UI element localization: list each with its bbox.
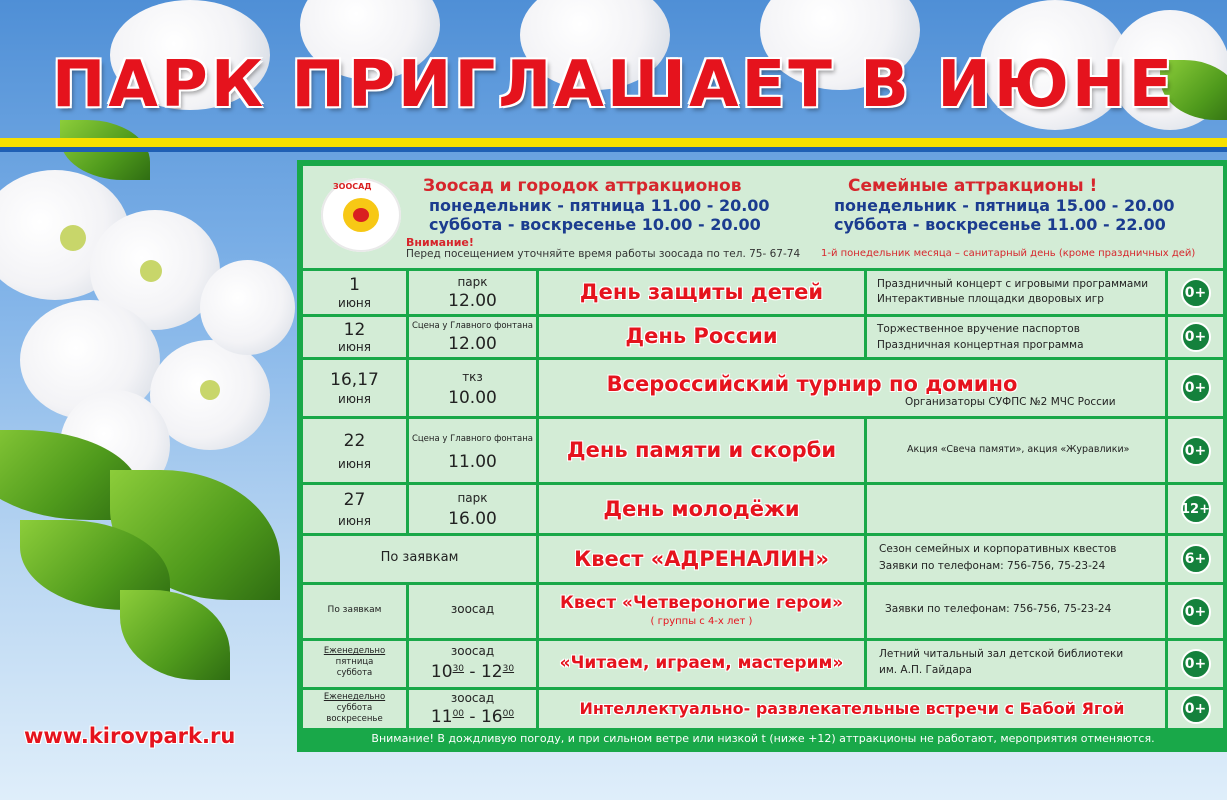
event-month: июня <box>338 340 371 354</box>
event-time: 16.00 <box>448 509 497 529</box>
event-time: 12.00 <box>448 334 497 354</box>
table-row <box>303 360 1223 416</box>
event-description: Сезон семейных и корпоративных квестов <box>879 543 1117 555</box>
logo-text: ЗООСАД <box>333 182 372 191</box>
event-time: 10.00 <box>448 388 497 408</box>
schedule-panel <box>297 160 1227 752</box>
age-rating-badge: 0+ <box>1181 597 1211 627</box>
event-title: День защиты детей <box>579 280 824 304</box>
frequency-label: Еженедельно <box>323 646 386 656</box>
event-place: зоосад <box>450 644 495 658</box>
event-title: День России <box>625 324 778 348</box>
event-title: Квест «АДРЕНАЛИН» <box>574 547 829 571</box>
table-row <box>303 317 1223 357</box>
event-place: Сцена у Главного фонтана <box>411 321 534 331</box>
zoo-weekday-hours: понедельник - пятница 11.00 - 20.00 <box>429 196 770 215</box>
event-month: июня <box>338 514 371 528</box>
event-time: 11.00 <box>448 452 497 472</box>
event-title: «Читаем, играем, мастерим» <box>559 653 844 673</box>
event-description: Заявки по телефонам: 756-756, 75-23-24 <box>879 560 1106 572</box>
event-days: суббота <box>336 703 373 713</box>
age-rating-badge: 0+ <box>1181 649 1211 679</box>
event-title: Интеллектуально- развлекательные встречи с Бабой Ягой <box>579 699 1125 718</box>
age-rating-badge: 0+ <box>1181 694 1211 724</box>
family-title: Семейные аттракционы ! <box>848 176 1098 196</box>
event-place: парк <box>457 491 488 505</box>
sanitary-day-note: 1-й понедельник месяца – санитарный день (кроме праздничных дей) <box>821 248 1196 259</box>
table-row <box>303 271 1223 314</box>
table-row <box>303 641 1223 687</box>
website-link[interactable]: www.kirovpark.ru <box>24 724 236 748</box>
event-place: Сцена у Главного фонтана <box>411 434 534 444</box>
event-day: 12 <box>343 320 366 340</box>
age-rating-badge: 12+ <box>1181 494 1211 524</box>
event-day: 27 <box>343 490 366 510</box>
event-month: июня <box>338 296 371 310</box>
blue-divider <box>0 147 1227 152</box>
event-description: Праздничная концертная программа <box>877 339 1084 351</box>
event-description: Летний читальный зал детской библиотеки <box>879 648 1124 660</box>
frequency-label: Еженедельно <box>323 692 386 702</box>
event-when: По заявкам <box>327 605 382 615</box>
event-day: 22 <box>343 431 366 451</box>
event-month: июня <box>338 392 371 406</box>
event-description: Организаторы СУФПС №2 МЧС России <box>905 396 1116 408</box>
event-days: воскресенье <box>326 714 383 724</box>
event-description: Заявки по телефонам: 756-756, 75-23-24 <box>885 603 1112 615</box>
ladybug-icon <box>353 208 369 222</box>
table-row <box>303 485 1223 533</box>
event-month: июня <box>338 457 371 471</box>
table-row <box>303 536 1223 582</box>
event-place: зоосад <box>450 602 495 616</box>
event-day: 16,17 <box>330 370 379 390</box>
zoo-weekend-hours: суббота - воскресенье 10.00 - 20.00 <box>429 215 761 234</box>
event-description: Акция «Свеча памяти», акция «Журавлики» <box>907 444 1130 455</box>
event-subtitle: ( группы с 4-х лет ) <box>650 616 753 627</box>
event-time-range: $11^{00} - 16^{00}$ <box>430 707 515 727</box>
event-title: Квест «Четвероногие герои» <box>559 593 844 613</box>
weather-warning: Внимание! В дождливую погоду, и при сильном ветре или низкой t (ниже +12) аттракционы не работают, мероприятия отменяются. <box>371 732 1155 745</box>
page-title: ПАРК ПРИГЛАШАЕТ В ИЮНЕ <box>51 48 1176 122</box>
table-row <box>303 585 1223 638</box>
event-days: суббота <box>336 668 373 678</box>
event-time-range: $10^{30} - 12^{30}$ <box>430 662 515 682</box>
event-title: Всероссийский турнир по домино <box>606 372 1018 396</box>
zoo-title: Зоосад и городок аттракционов <box>423 176 742 196</box>
warning-text: Перед посещением уточняйте время работы зоосада по тел. 75- 67-74 <box>406 248 801 260</box>
event-day: 1 <box>349 275 360 295</box>
table-row <box>303 419 1223 482</box>
family-weekend-hours: суббота - воскресенье 11.00 - 22.00 <box>834 215 1166 234</box>
event-title: День молодёжи <box>603 497 800 521</box>
event-place: парк <box>457 275 488 289</box>
event-description: им. А.П. Гайдара <box>879 664 972 676</box>
event-description: Праздничный концерт с игровыми программами <box>877 278 1149 290</box>
event-place: зоосад <box>450 691 495 705</box>
event-title: День памяти и скорби <box>566 438 837 462</box>
event-description: Интерактивные площадки дворовых игр <box>877 293 1104 305</box>
yellow-divider <box>0 138 1227 147</box>
event-when: По заявкам <box>380 550 459 565</box>
hours-info-box <box>303 166 1223 268</box>
zoo-logo <box>313 176 409 254</box>
event-time: 12.00 <box>448 291 497 311</box>
age-rating-badge: 0+ <box>1181 322 1211 352</box>
event-days: пятница <box>335 657 374 667</box>
age-rating-badge: 0+ <box>1181 373 1211 403</box>
warning-label: Внимание! <box>406 236 474 249</box>
age-rating-badge: 0+ <box>1181 278 1211 308</box>
family-weekday-hours: понедельник - пятница 15.00 - 20.00 <box>834 196 1175 215</box>
event-description: Торжественное вручение паспортов <box>877 323 1080 335</box>
age-rating-badge: 6+ <box>1181 544 1211 574</box>
event-place: ткз <box>462 370 483 384</box>
age-rating-badge: 0+ <box>1181 436 1211 466</box>
table-row <box>303 690 1223 728</box>
